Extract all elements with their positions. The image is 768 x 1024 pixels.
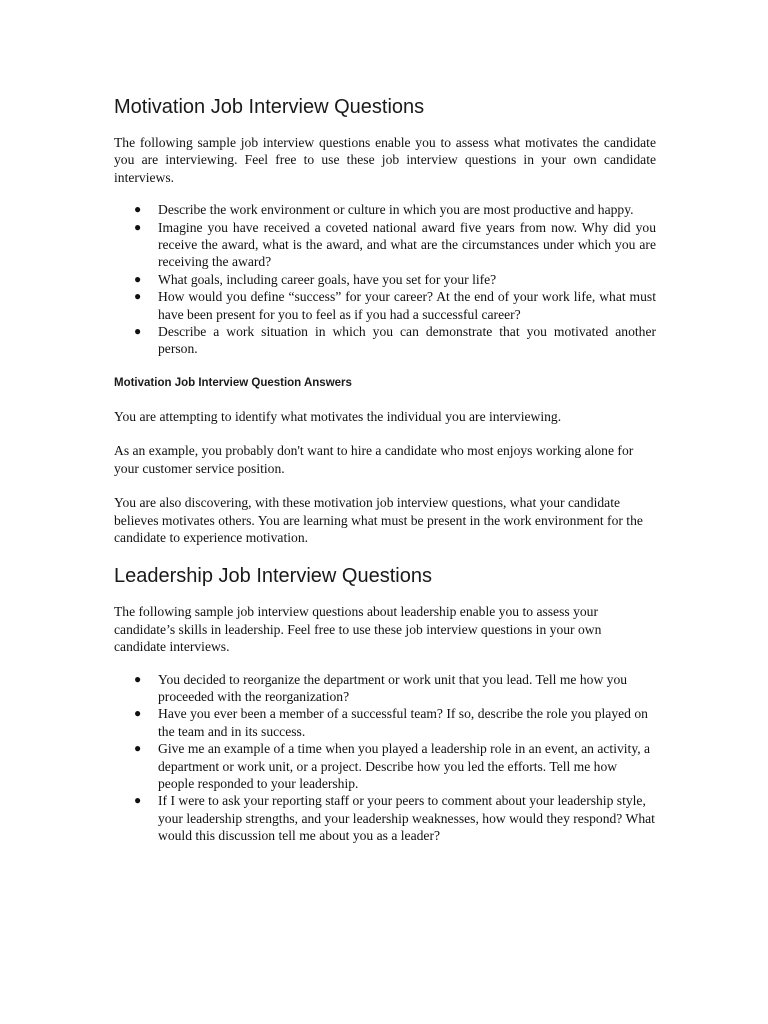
leadership-question: You decided to reorganize the department or work unit that you lead. Tell me how you proceeded with the reorganization? — [158, 671, 628, 704]
answers-heading: Motivation Job Interview Question Answers — [114, 376, 352, 389]
motivation-question: What goals, including career goals, have you set for your life? — [158, 271, 497, 287]
leadership-question: Give me an example of a time when you played a leadership role in an event, an activity, a department or work unit, or a project. Describe how you led the efforts. Tell me how people responded to your leadership. — [158, 741, 651, 791]
list-item — [114, 792, 656, 844]
motivation-question: Imagine you have received a coveted national award five years from now. Why did you receive the award, what is the award, and what are the circumstances under which you are receiving the award? — [158, 219, 656, 270]
bullet-icon: ● — [134, 289, 142, 304]
leadership-question-list — [114, 671, 656, 845]
list-item — [114, 201, 656, 218]
answer-paragraph: You are also discovering, with these motivation job interview questions, what your candidate believes motivates others. You are learning what must be present in the work environment for the candidate to experience motivation. — [114, 495, 643, 545]
bullet-icon: ● — [134, 671, 142, 686]
leadership-question: If I were to ask your reporting staff or your peers to comment about your leadership style, your leadership strengths, and your leadership weaknesses, how would they respond? What would this discussion tell me about you as a leader? — [158, 793, 655, 844]
bullet-icon: ● — [134, 706, 142, 721]
list-item — [114, 271, 656, 288]
bullet-icon: ● — [134, 202, 142, 217]
leadership-intro: The following sample job interview questions about leadership enable you to assess your candidate’s skills in leadership. Feel free to use these job interview questions in your own candidate interviews. — [114, 604, 602, 655]
bullet-icon: ● — [134, 793, 142, 808]
motivation-heading: Motivation Job Interview Questions — [114, 96, 425, 118]
bullet-icon: ● — [134, 271, 142, 286]
list-item — [114, 740, 656, 792]
motivation-question: Describe a work situation in which you can demonstrate that you motivated another person. — [158, 324, 656, 357]
list-item — [114, 288, 656, 323]
list-item — [114, 219, 656, 271]
answer-paragraph: As an example, you probably don't want to hire a candidate who most enjoys working alone for your customer service position. — [114, 443, 634, 476]
bullet-icon: ● — [134, 324, 142, 339]
leadership-question: Have you ever been a member of a successful team? If so, describe the role you played on the team and in its success. — [158, 706, 648, 739]
document-page — [114, 94, 656, 845]
motivation-question-list — [114, 201, 656, 358]
answer-paragraph: You are attempting to identify what motivates the individual you are interviewing. — [114, 408, 562, 424]
motivation-question: Describe the work environment or culture in which you are most productive and happy. — [158, 202, 634, 218]
bullet-icon: ● — [134, 219, 142, 234]
motivation-intro: The following sample job interview questions enable you to assess what motivates the candidate you are interviewing. Feel free to use these job interview questions in your own candidate interviews. — [114, 135, 656, 185]
leadership-heading: Leadership Job Interview Questions — [114, 565, 432, 588]
bullet-icon: ● — [134, 741, 142, 756]
list-item — [114, 671, 656, 706]
list-item — [114, 705, 656, 740]
motivation-question: How would you define “success” for your career? At the end of your work life, what must have been present for you to feel as if you had a successful career? — [158, 289, 656, 322]
list-item — [114, 323, 656, 358]
